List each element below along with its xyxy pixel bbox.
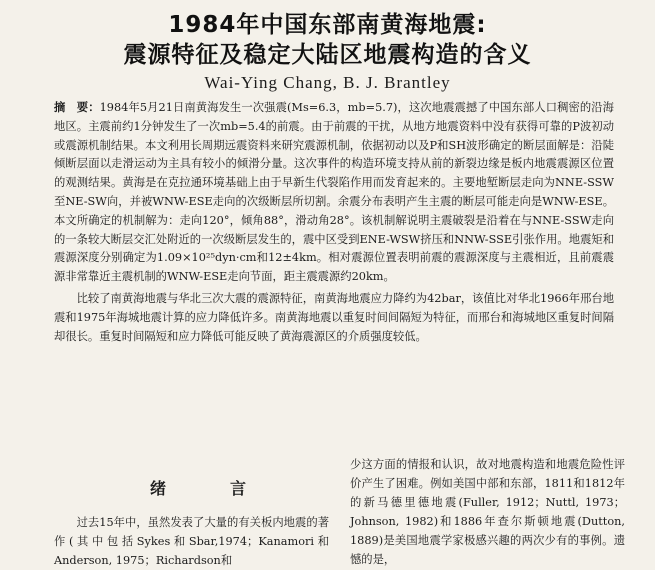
abstract-text-1: 1984年5月21日南黄海发生一次强震(Ms=6.3，mb=5.7)，这次地震震撼了中国东部人口稠密的沿海地区。主震前约1分钟发生了一次mb=5.4的前震。由于前震的干扰，从地方地震资料中没有获得可靠的P波初动或震源机制结果。本文利用长周期远震资料来研究震源机制，依据初动以及P和SH波形确定的断层面解是：沿陡倾断层面以走滑运动为主具有较小的倾滑分量。这次事件的构造环境支持从前的新裂边缘是板内地震震源区位置的观测结果。黄海是在克拉通环境基础上由于早新生代裂陷作用而发育起来的。主要地堑断层走向为NNE-SSW至NE-SW向，并被WNW-ESE走向的次级断层所切割。余震分布表明产生主震的断层可能走向是WNW-ESE。本文所确定的机制解为：走向120°，倾角88°，滑动角28°。该机制解说明主震破裂是沿着在与NNE-SSW走向的一条较大断层交汇处附近的一次级断层发生的，震中区受到ENE-WSW挤压和NNW-SSE引张作用。地震矩和震源深度分别确定为1.09×10²⁵dyn·cm和12±4km。相对震源位置表明前震的震源深度与主震相近，且前震震源非常靠近主震机制的WNW-ESE走向节面，距主震震源约20km。 <box>54 101 614 284</box>
abstract-label: 摘 要： <box>54 101 100 114</box>
title-line-1: 1984年中国东部南黄海地震: <box>168 12 487 38</box>
abstract-paragraph-2: 比较了南黄海地震与华北三次大震的震源特征，南黄海地震应力降约为42bar，该值比对华北1966年邢台地震和1975年海城地震计算的应力降低许多。南黄海地震以重复时间间隔短为特征，而邢台和海城地区重复时间隔却很长。重复时间隔短和应力降低可能反映了黄海震源区的介质强度较低。 <box>54 291 614 343</box>
right-column <box>350 455 625 569</box>
right-column-text: 少这方面的情报和认识，故对地震构造和地震危险性评价产生了困难。例如美国中部和东部，1811和1812年的新马德里德地震(Fuller, 1912；Nuttl, 1973；Johnson, 1982)和1886年查尔斯顿地震(Dutton, 1889)是美国地震学家极感兴趣的两次少有的事例。遗憾的是， <box>350 458 625 566</box>
left-column-text: 过去15年中，虽然发表了大量的有关板内地震的著作(其中包括Sykes和Sbar,1974；Kanamori和Anderson, 1975；Richardson和 <box>54 516 329 567</box>
abstract <box>54 99 614 346</box>
title-line-2: 震源特征及稳定大陆区地震构造的含义 <box>123 42 532 68</box>
abstract-paragraph-1 <box>54 99 614 287</box>
left-column <box>54 513 329 570</box>
authors: Wai-Ying Chang, B. J. Brantley <box>204 73 451 92</box>
section-heading: 绪 言 <box>150 479 271 498</box>
